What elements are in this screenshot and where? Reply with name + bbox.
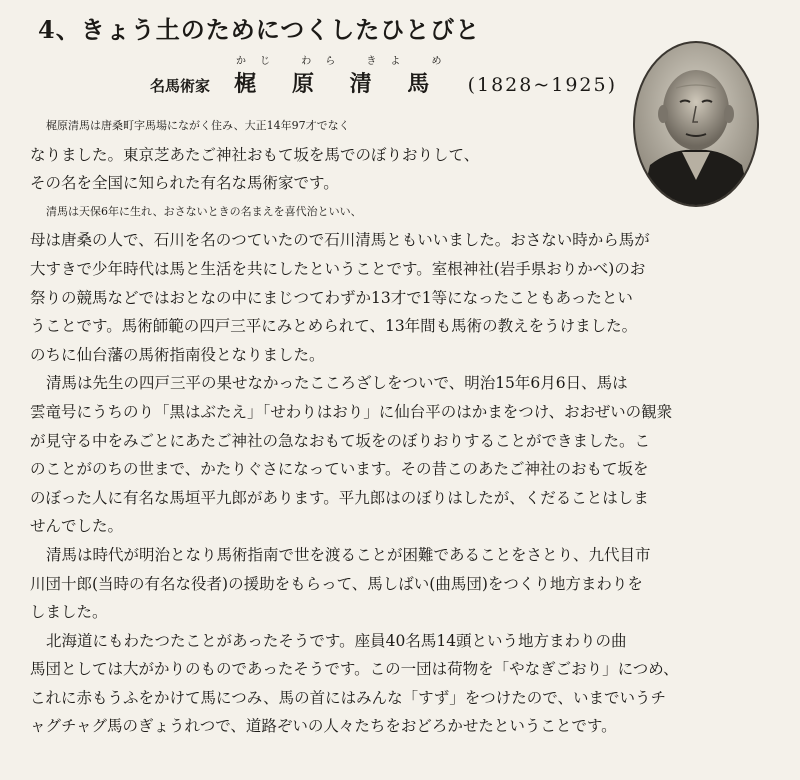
text-line: なりました。東京芝あたご神社おもて坂を馬でのぼりおりして、	[30, 145, 480, 164]
text-line: 雲竜号にうちのり「黒はぶたえ」「せわりはおり」に仙台平のはかまをつけ、おおぜいの観衆	[30, 402, 673, 421]
text-line: 北海道にもわたつたことがあったそうです。座員40名馬14頭という地方まわりの曲	[46, 631, 627, 650]
text-line: ャグチャグ馬のぎょうれつで、道路ぞいの人々たちをおどろかせたということです。	[30, 717, 617, 736]
title-years: (1828~1925)	[467, 74, 618, 96]
text-line: せんでした。	[30, 517, 124, 536]
body-text	[30, 112, 775, 741]
title-prefix: 名馬術家	[150, 77, 211, 95]
text-line: のことがのちの世まで、かたりぐさになっています。その昔このあたご神社のおもて坂を	[30, 460, 649, 479]
text-line: のぼった人に有名な馬垣平九郎があります。平九郎はのぼりはしたが、くだることはしま	[30, 488, 649, 507]
title-name-block	[222, 52, 456, 98]
text-line: 川団十郎(当時の有名な役者)の援助をもらって、馬しばい(曲馬団)をつくり地方まわりを	[30, 574, 643, 593]
text-line: うことです。馬術師範の四戸三平にみとめられて、13年間も馬術の教えをうけました。	[30, 317, 638, 336]
text-line: 清馬は天保6年に生れ、おさないときの名まえを喜代治といい、	[46, 204, 362, 218]
section-heading: 4、きょう土のためにつくしたひとびと	[38, 15, 481, 44]
text-line: これに赤もうふをかけて馬につみ、馬の首にはみんな「すず」をつけたので、いまでいうチ	[30, 688, 666, 707]
text-line: が見守る中をみごとにあたご神社の急なおもて坂をのぼりおりすることができました。こ	[30, 431, 651, 450]
text-line: 梶原清馬は唐桑町字馬場にながく住み、大正14年97才でなく	[46, 119, 350, 132]
text-line: 大すきで少年時代は馬と生活を共にしたということです。室根神社(岩手県おりかべ)のお	[30, 259, 646, 278]
title-row	[150, 52, 617, 98]
text-line: のちに仙台藩の馬術指南役となりました。	[30, 345, 325, 364]
title-name: 梶 原 清 馬	[234, 71, 444, 97]
text-line: 祭りの競馬などではおとなの中にまじつてわずか13才で1等になったこともあったとい	[30, 288, 633, 307]
text-line: しました。	[30, 603, 108, 622]
title-reading: かじ わら きよ め	[236, 56, 456, 67]
text-line: 母は唐桑の人で、石川を名のつていたので石川清馬ともいいました。おさない時から馬が	[30, 231, 650, 250]
text-line: 清馬は時代が明治となり馬術指南で世を渡ることが困難であることをさとり、九代目市	[46, 545, 651, 564]
text-line: 馬団としては大がかりのものであったそうです。この一団は荷物を「やなぎごおり」につめ、	[30, 660, 679, 679]
text-line: 清馬は先生の四戸三平の果せなかったこころざしをついで、明治15年6月6日、馬は	[46, 374, 628, 393]
text-line: その名を全国に知られた有名な馬術家です。	[30, 174, 339, 193]
